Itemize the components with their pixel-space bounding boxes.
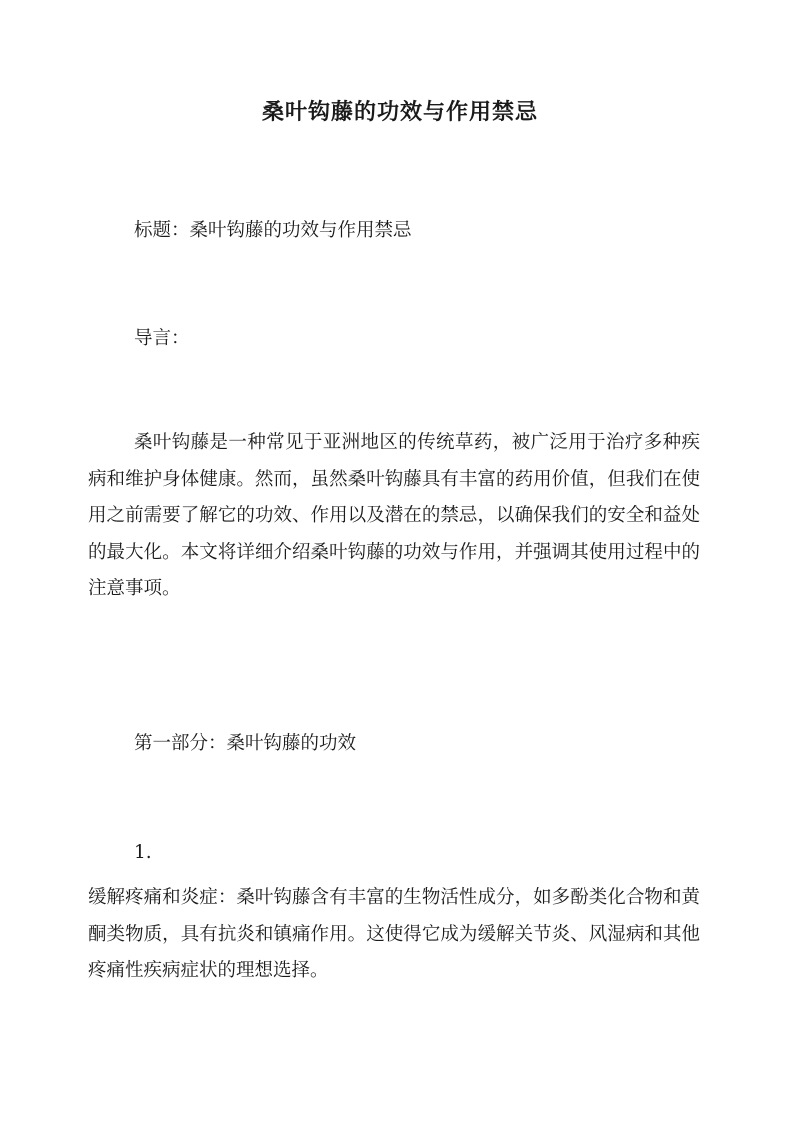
intro-heading: 导言： bbox=[134, 328, 190, 349]
document-title: 桑叶钩藤的功效与作用禁忌 bbox=[261, 99, 538, 125]
subtitle-line: 标题：桑叶钩藤的功效与作用禁忌 bbox=[134, 220, 412, 241]
item1-text: 缓解疼痛和炎症：桑叶钩藤含有丰富的生物活性成分，如多酚类化合物和黄酮类物质，具有抗炎和镇痛作用。这使得它成为缓解关节炎、风湿病和其他疼痛性疾病症状的理想选择。 bbox=[88, 887, 700, 981]
part1-heading: 第一部分：桑叶钩藤的功效 bbox=[134, 733, 357, 754]
intro-paragraph: 桑叶钩藤是一种常见于亚洲地区的传统草药，被广泛用于治疗多种疾病和维护身体健康。然而，虽然桑叶钩藤具有丰富的药用价值，但我们在使用之前需要了解它的功效、作用以及潜在的禁忌，以确保我们的安全和益处的最大化。本文将详细介绍桑叶钩藤的功效与作用，并强调其使用过程中的注意事项。 bbox=[88, 432, 700, 599]
item1-number: 1. bbox=[134, 842, 152, 863]
